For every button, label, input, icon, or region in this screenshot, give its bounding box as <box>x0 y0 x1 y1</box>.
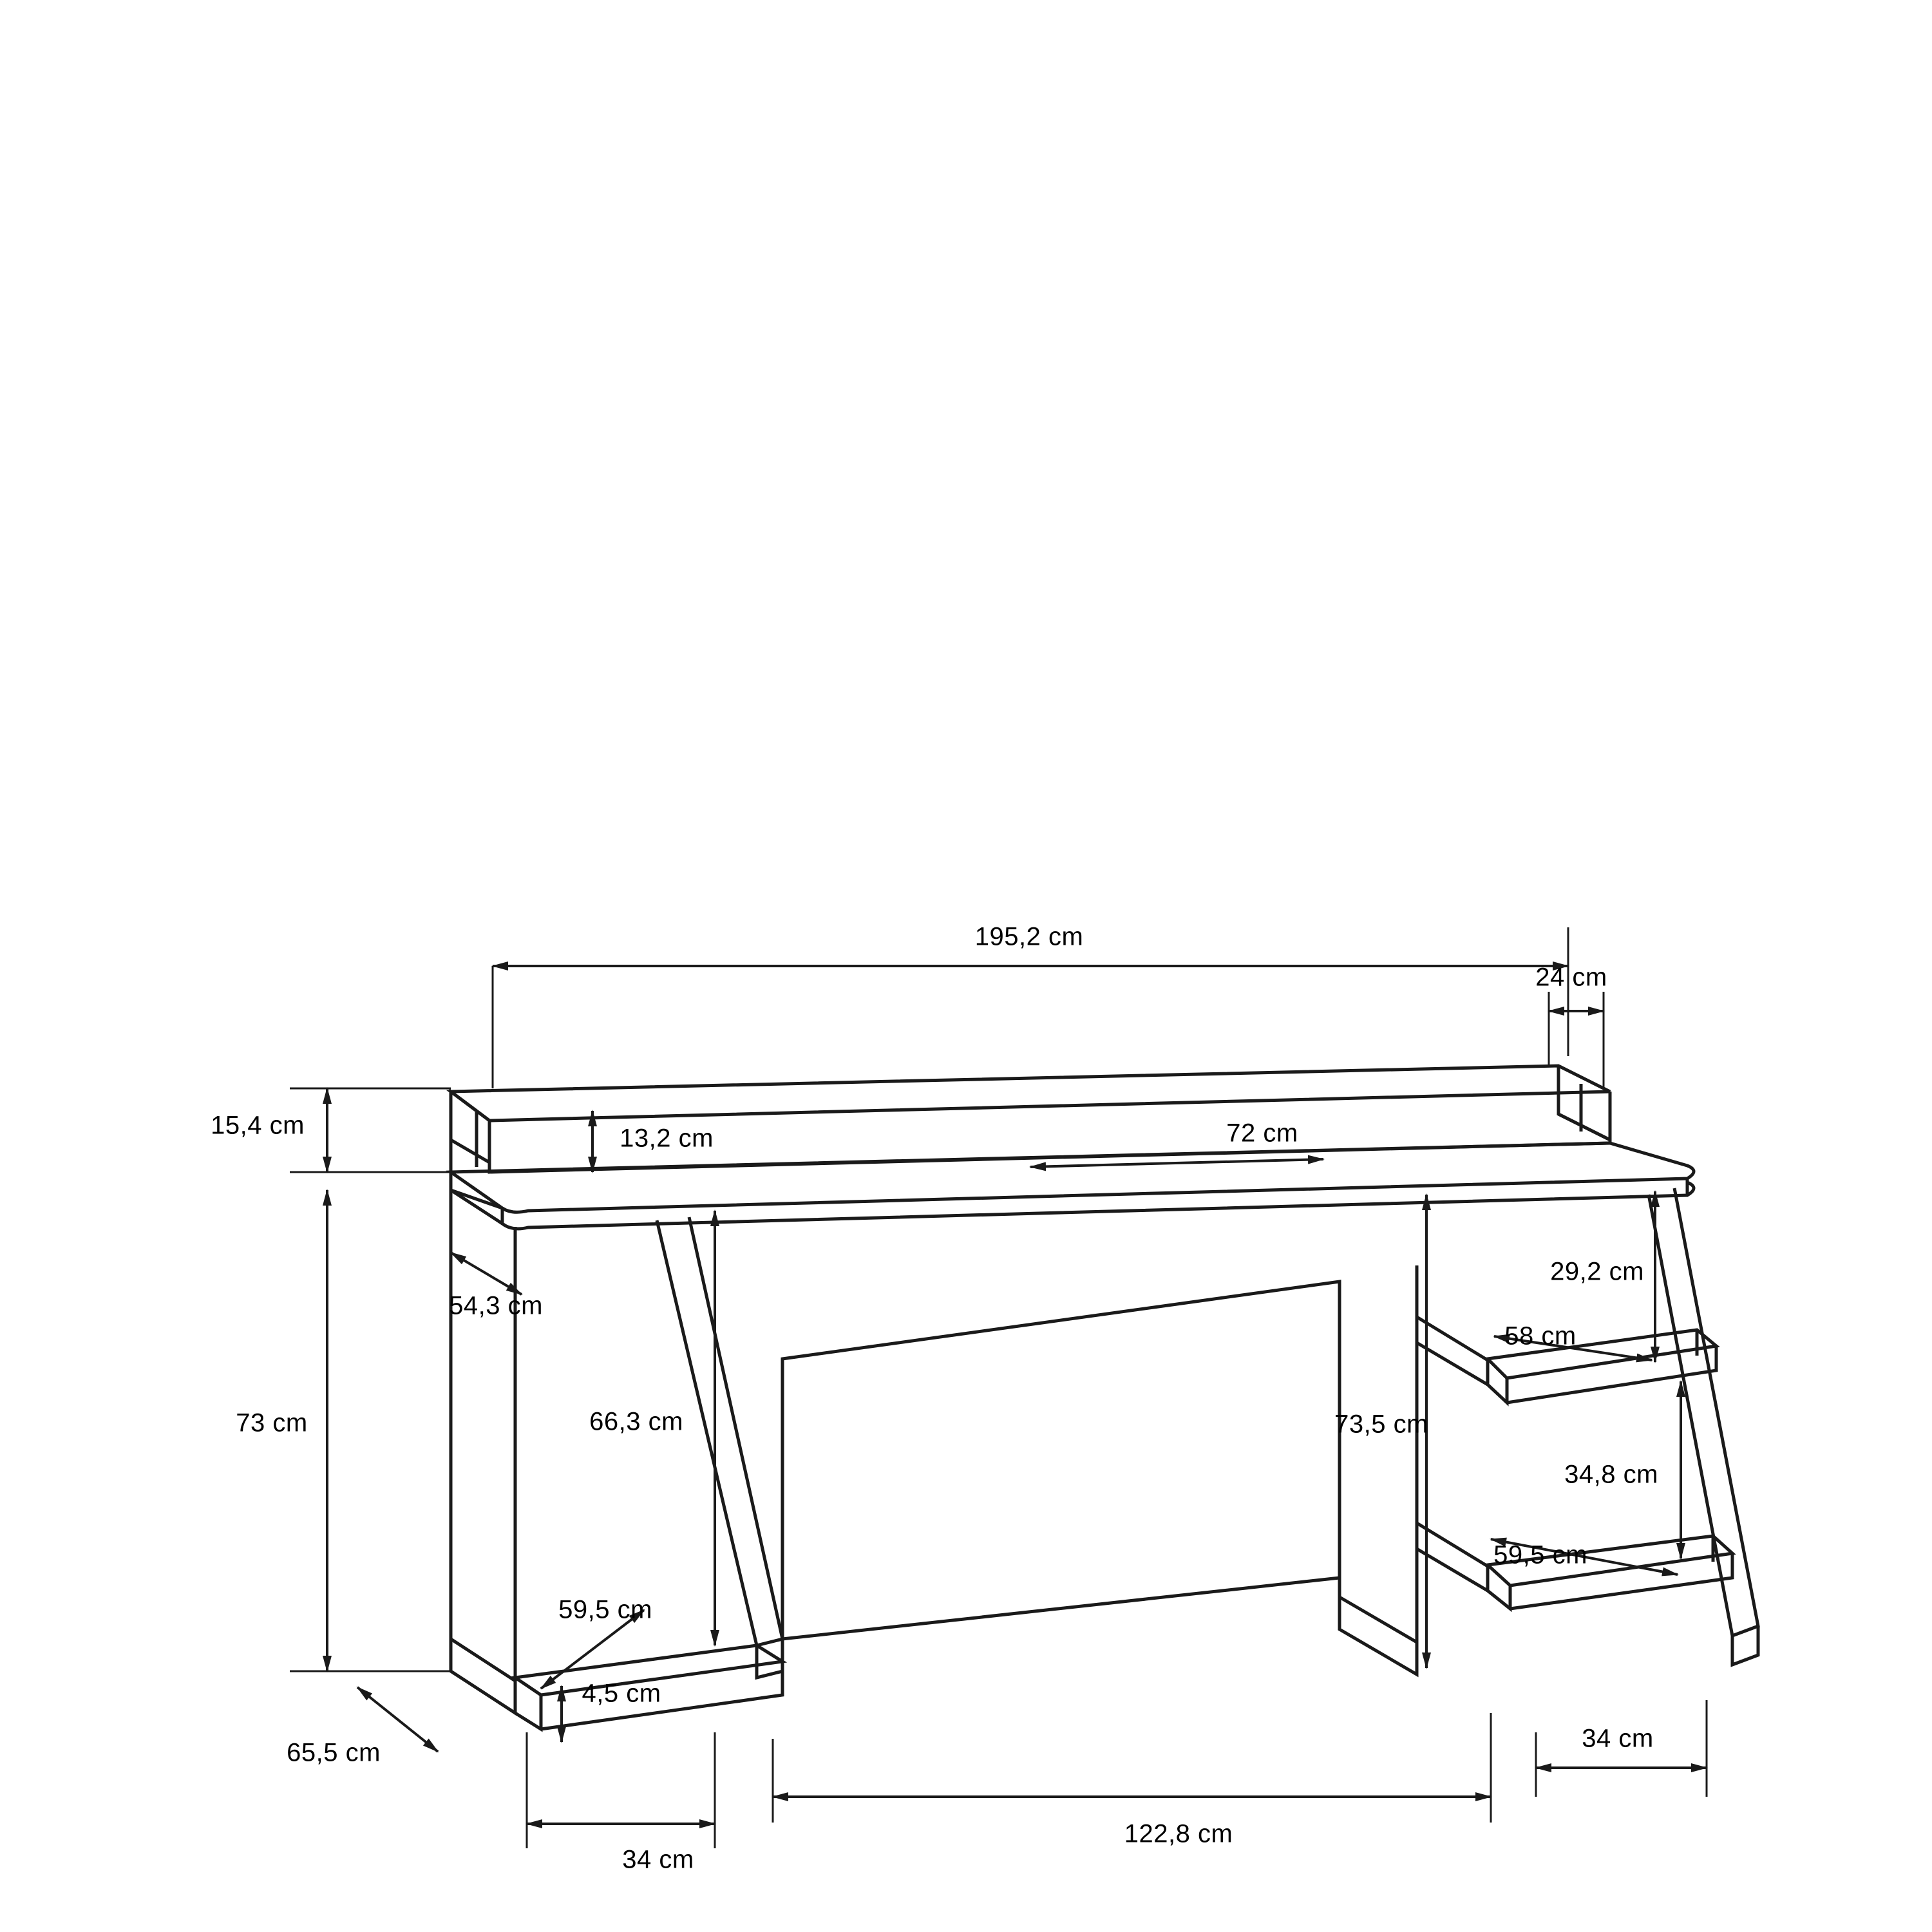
dim-hutch-depth: 24 cm <box>1535 963 1607 992</box>
dim-depth-diagonal: 65,5 cm <box>287 1738 381 1767</box>
dim-overall-width: 195,2 cm <box>974 922 1084 951</box>
dim-left-shelf-width: 59,5 cm <box>558 1595 652 1624</box>
dim-right-upper-shelf-width: 58 cm <box>1504 1321 1577 1350</box>
dim-right-lower-shelf-height: 34,8 cm <box>1564 1460 1658 1489</box>
dim-top-inner-width: 72 cm <box>1226 1119 1298 1148</box>
dim-left-clearance-height: 66,3 cm <box>589 1407 683 1436</box>
dim-right-lower-shelf-width: 59,5 cm <box>1493 1540 1587 1569</box>
dim-hutch-inner-height: 13,2 cm <box>620 1124 714 1153</box>
dim-right-upper-shelf-height: 29,2 cm <box>1550 1257 1644 1286</box>
dim-leg-depth: 54,3 cm <box>449 1291 543 1320</box>
dimension-lines <box>290 927 1707 1848</box>
dim-right-panel-height: 73,5 cm <box>1334 1410 1428 1439</box>
dim-right-foot-width: 34 cm <box>1582 1724 1654 1753</box>
dim-center-span: 122,8 cm <box>1124 1819 1233 1848</box>
dim-left-shelf-thickness: 4,5 cm <box>582 1679 661 1708</box>
dim-hutch-height: 15,4 cm <box>211 1111 305 1140</box>
dim-total-height: 73 cm <box>236 1408 308 1437</box>
dim-left-foot-width: 34 cm <box>622 1845 694 1874</box>
